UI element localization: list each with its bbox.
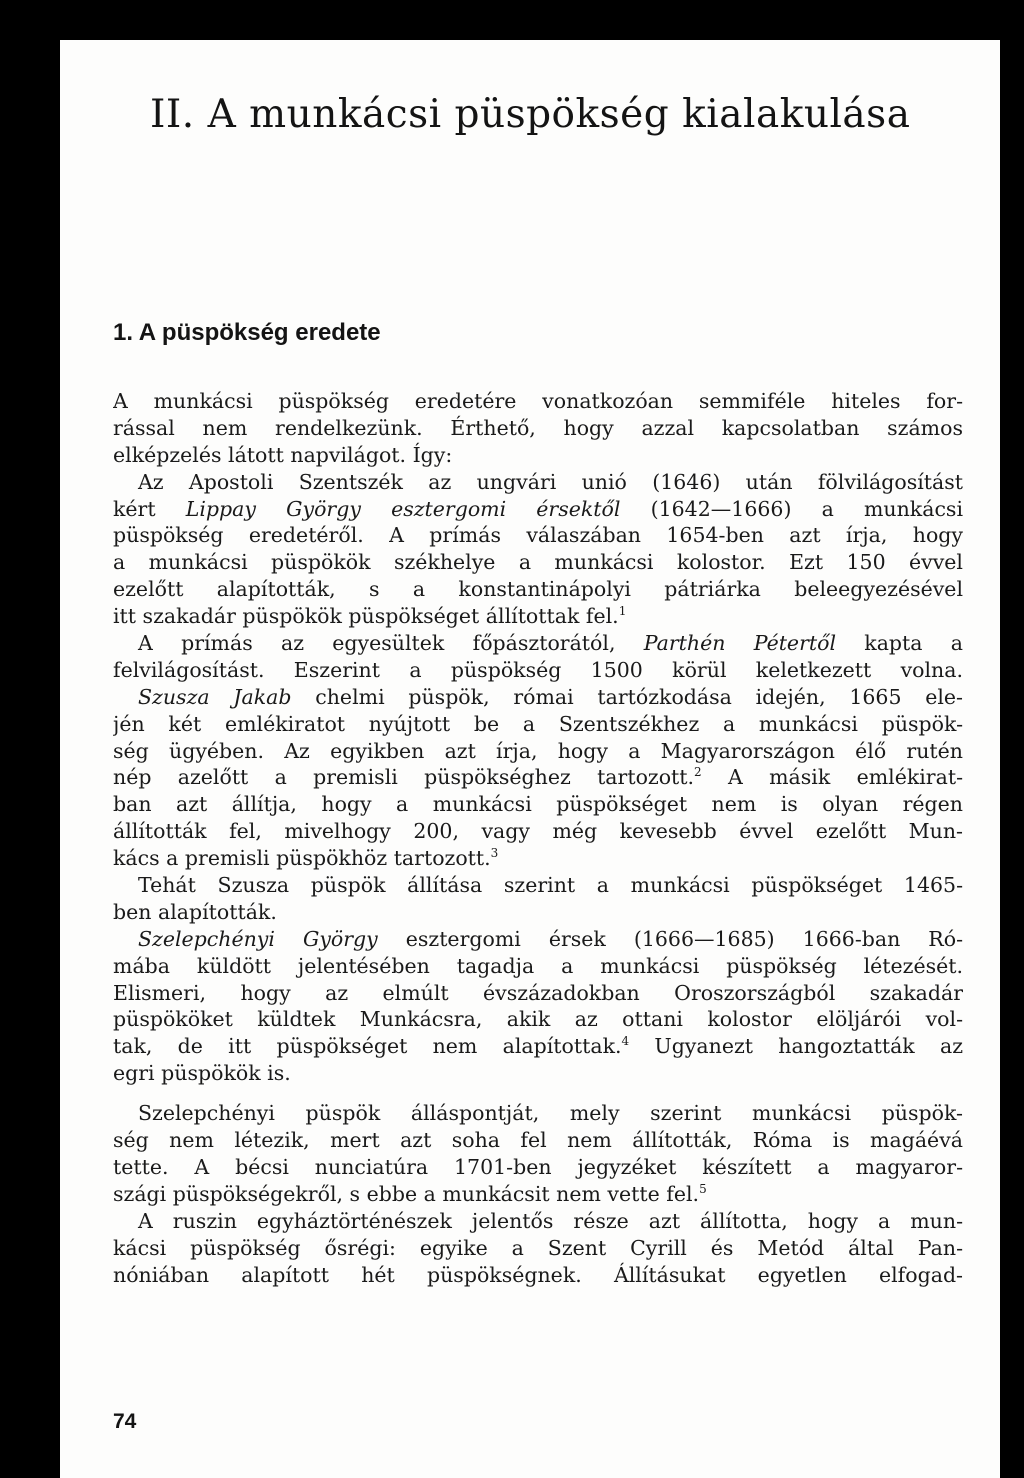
footnote-marker: 2 [694, 765, 702, 780]
text-segment: Az Apostoli Szentszék az ungvári unió (1646) után fölvilágosítást [138, 469, 963, 494]
text-line [113, 1208, 963, 1235]
text-line [113, 415, 963, 442]
text-segment: egri püspökök is. [113, 1061, 291, 1086]
text-line [113, 603, 963, 630]
text-segment: Elismeri, hogy az elmúlt évszázadokban Oroszországból szakadár [113, 980, 963, 1005]
text-line [113, 576, 963, 603]
text-line [113, 1006, 963, 1033]
text-line [113, 684, 963, 711]
text-segment: felvilágosítást. Eszerint a püspökség 1500 körül keletkezett volna. [113, 657, 963, 682]
text-segment: püspököket küldtek Munkácsra, akik az ottani kolostor elöljárói vol- [113, 1007, 963, 1032]
italic-name: Szusza Jakab [138, 684, 292, 709]
footnote-marker: 5 [699, 1182, 707, 1196]
text-segment: állították fel, mivelhogy 200, vagy még kevesebb évvel ezelőtt Mun- [113, 819, 963, 844]
text-line [113, 657, 963, 684]
text-line [113, 764, 963, 791]
text-segment: kácsi püspökség ősrégi: egyike a Szent Cyrill és Metód által Pan- [113, 1235, 963, 1260]
text-segment: kács a premisli püspökhöz tartozott. [113, 846, 491, 871]
text-line [113, 899, 963, 926]
text-segment: szági püspökségekről, s ebbe a munkácsit nem vette fel. [113, 1181, 700, 1206]
text-segment: tak, de itt püspökséget nem alapítottak. [113, 1034, 622, 1059]
text-segment: tette. A bécsi nunciatúra 1701-ben jegyzéket készített a magyaror- [113, 1154, 963, 1179]
text-line [113, 522, 963, 549]
text-segment: rással nem rendelkezünk. Érthető, hogy azzal kapcsolatban számos [113, 415, 963, 440]
text-line [113, 1033, 963, 1060]
text-line [113, 388, 963, 415]
page-number: 74 [113, 1410, 137, 1433]
text-segment: jén két emlékiratot nyújtott be a Szentszékhez a munkácsi püspök- [113, 711, 963, 736]
text-line [113, 630, 963, 657]
text-segment: A ruszin egyháztörténészek jelentős része azt állította, hogy a mun- [138, 1208, 963, 1233]
text-line [113, 469, 963, 496]
text-segment: Szelepchényi püspök álláspontját, mely szerint munkácsi püspök- [138, 1101, 963, 1126]
text-line [113, 1235, 963, 1262]
text-segment: nóniában alapított hét püspökségnek. Állításukat egyetlen elfogad- [113, 1262, 963, 1287]
text-segment: nép azelőtt a premisli püspökséghez tartozott. [113, 765, 695, 790]
body-text [113, 388, 963, 1288]
text-line [113, 1154, 963, 1181]
footnote-marker: 3 [490, 846, 499, 861]
text-line [113, 926, 963, 953]
text-segment: A másik emlékirat- [701, 765, 963, 790]
italic-name: Parthén Pétertől [643, 631, 837, 656]
text-segment: itt szakadár püspökök püspökséget állítottak fel. [113, 604, 619, 629]
text-line [113, 1100, 963, 1127]
text-segment: ban azt állítja, hogy a munkácsi püspökséget nem is olyan régen [113, 792, 963, 817]
text-line [113, 738, 963, 765]
section-title: 1. A püspökség eredete [113, 319, 381, 346]
text-line [113, 496, 963, 523]
text-segment: ben alapították. [113, 899, 277, 924]
text-line [113, 711, 963, 738]
text-segment: a munkácsi püspökök székhelye a munkácsi kolostor. Ezt 150 évvel [113, 550, 963, 575]
text-segment: ség ügyében. Az egyikben azt írja, hogy a Magyarországon élő rutén [113, 738, 963, 763]
text-segment: A prímás az egyesültek főpásztorától, [138, 631, 644, 656]
text-line [113, 872, 963, 899]
text-line [113, 791, 963, 818]
text-segment: Tehát Szusza püspök állítása szerint a munkácsi püspökséget 1465- [138, 873, 963, 898]
text-segment: elképzelés látott napvilágot. Így: [113, 442, 453, 467]
text-segment: chelmi püspök, római tartózkodása idején, 1665 ele- [291, 684, 963, 709]
text-line [113, 1127, 963, 1154]
text-segment: esztergomi érsek (1666—1685) 1666-ban Ró- [377, 926, 963, 951]
text-line [113, 1262, 963, 1289]
chapter-title: II. A munkácsi püspökség kialakulása [150, 92, 911, 137]
text-line [113, 1181, 963, 1208]
text-segment: püspökség eredetéről. A prímás válaszában 1654-ben azt írja, hogy [113, 523, 963, 548]
text-segment: ezelőtt alapították, s a konstantinápolyi pátriárka beleegyezésével [113, 577, 963, 602]
text-line [113, 1060, 963, 1087]
text-segment: kért [113, 496, 186, 521]
text-segment: ség nem létezik, mert azt soha fel nem állították, Róma is magáévá [113, 1128, 963, 1153]
italic-name: Szelepchényi György [138, 926, 378, 951]
italic-name: Lippay György esztergomi érsektől [185, 496, 621, 521]
text-line [113, 845, 963, 872]
text-line [113, 818, 963, 845]
text-segment: kapta a [836, 631, 963, 656]
text-line [113, 980, 963, 1007]
text-segment: Ugyanezt hangoztatták az [629, 1034, 963, 1059]
footnote-marker: 4 [621, 1034, 630, 1049]
text-line [113, 953, 963, 980]
text-line [113, 549, 963, 576]
text-segment: A munkácsi püspökség eredetére vonatkozóan semmiféle hiteles for- [113, 389, 963, 413]
text-segment: (1642—1666) a munkácsi [620, 496, 963, 521]
footnote-marker: 1 [618, 604, 627, 619]
text-segment: mába küldött jelentésében tagadja a munkácsi püspökség létezését. [113, 953, 963, 978]
text-line [113, 442, 963, 469]
